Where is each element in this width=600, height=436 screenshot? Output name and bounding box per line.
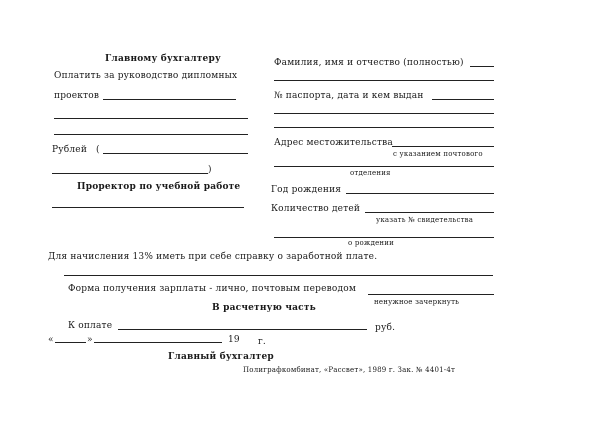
projects-field[interactable] <box>103 99 236 100</box>
fio-field[interactable] <box>470 66 494 67</box>
date-month-field[interactable] <box>94 342 222 343</box>
projects-label: проектов <box>54 91 100 101</box>
postal-hint: с указанием почтового <box>393 150 483 158</box>
close-paren: ) <box>208 165 212 175</box>
passport-label: № паспорта, дата и кем выдан <box>274 91 424 101</box>
chief-accountant-label: Главный бухгалтер <box>168 352 274 362</box>
rub-label: руб. <box>375 323 396 333</box>
passport-field[interactable] <box>432 99 494 100</box>
tax-note: Для начисления 13% иметь при себе справку о заработной плате. <box>48 252 378 262</box>
open-paren: ( <box>96 145 100 155</box>
prorector-label: Проректор по учебной работе <box>77 182 241 192</box>
children-field[interactable] <box>365 212 494 213</box>
year-prefix: 19 <box>228 335 240 345</box>
children-field-line-2[interactable] <box>274 237 494 238</box>
date-day-field[interactable] <box>55 342 86 343</box>
to-pay-field[interactable] <box>118 329 367 330</box>
children-label: Количество детей <box>271 204 361 214</box>
projects-field-line-2[interactable] <box>54 118 248 119</box>
rubles-label: Рублей <box>52 145 88 155</box>
left-heading: Главному бухгалтеру <box>105 54 221 64</box>
year-suffix: г. <box>258 337 266 347</box>
pay-for-supervision-label: Оплатить за руководство дипломных <box>54 71 238 81</box>
department-hint: отделения <box>350 169 391 177</box>
address-field-line-2[interactable] <box>274 166 494 167</box>
passport-field-line-3[interactable] <box>274 127 494 128</box>
projects-field-line-3[interactable] <box>54 134 248 135</box>
fio-label: Фамилия, имя и отчество (полностью) <box>274 58 464 68</box>
birth-certificate-hint: о рождении <box>348 239 395 247</box>
rubles-words-field[interactable] <box>52 173 208 174</box>
salary-form-label: Форма получения зарплаты - лично, почтовым переводом <box>68 284 357 294</box>
printer-imprint: Полиграфкомбинат, «Рассвет», 1989 г. Зак. № 4401-4т <box>243 366 456 374</box>
certificate-hint: указать № свидетельства <box>376 216 474 224</box>
to-pay-label: К оплате <box>68 321 113 331</box>
passport-field-line-2[interactable] <box>274 113 494 114</box>
note-field[interactable] <box>64 275 493 276</box>
birth-year-field[interactable] <box>346 193 494 194</box>
rubles-amount-field[interactable] <box>103 153 248 154</box>
prorector-signature-field[interactable] <box>52 207 244 208</box>
address-label: Адрес местожительства <box>274 138 393 148</box>
fio-field-line-2[interactable] <box>274 80 494 81</box>
salary-form-field[interactable] <box>368 294 494 295</box>
date-open-quote: « <box>48 335 54 345</box>
strike-hint: ненужное зачеркнуть <box>374 298 460 306</box>
address-field[interactable] <box>392 146 494 147</box>
accounting-label: В расчетную часть <box>212 303 316 313</box>
birth-year-label: Год рождения <box>271 185 342 195</box>
date-close-quote: » <box>87 335 93 345</box>
